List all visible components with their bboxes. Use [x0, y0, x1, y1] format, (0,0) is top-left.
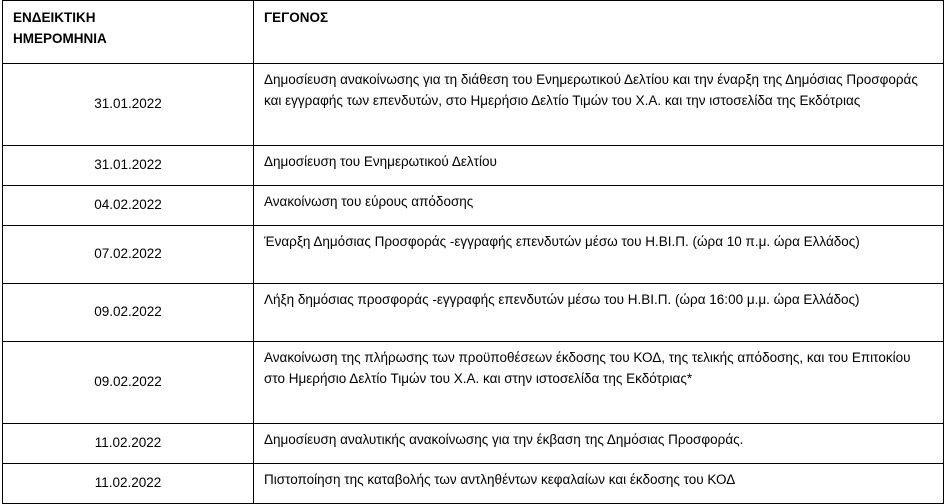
column-header-date: [3, 1, 254, 64]
cell-event: Δημοσίευση αναλυτικής ανακοίνωσης για την έκβαση της Δημόσιας Προσφοράς.: [254, 424, 944, 464]
table-row: [3, 464, 944, 504]
table-row: [3, 146, 944, 186]
table-row: [3, 64, 944, 146]
cell-date: 04.02.2022: [3, 186, 254, 226]
table-row: [3, 342, 944, 424]
table-row: [3, 284, 944, 342]
cell-event: Πιστοποίηση της καταβολής των αντληθέντων κεφαλαίων και έκδοσης του ΚΟΔ: [254, 464, 944, 504]
cell-event: Έναρξη Δημόσιας Προσφοράς -εγγραφής επενδυτών μέσω του Η.ΒΙ.Π. (ώρα 10 π.μ. ώρα Ελλάδος): [254, 226, 944, 284]
table-row: [3, 424, 944, 464]
cell-event: Ανακοίνωση της πλήρωσης των προϋποθέσεων έκδοσης του ΚΟΔ, της τελικής απόδοσης, και του Επιτοκίου στο Ημερήσιο Δελτίο Τιμών του Χ.Α. και στην ιστοσελίδα της Εκδότριας*: [254, 342, 944, 424]
table-body: [3, 64, 944, 504]
table-row: [3, 226, 944, 284]
cell-date: 31.01.2022: [3, 146, 254, 186]
cell-event: Ανακοίνωση του εύρους απόδοσης: [254, 186, 944, 226]
table-header-row: [3, 1, 944, 64]
column-header-event: ΓΕΓΟΝΟΣ: [254, 1, 944, 64]
cell-date: 11.02.2022: [3, 464, 254, 504]
cell-date: 31.01.2022: [3, 64, 254, 146]
cell-date: 11.02.2022: [3, 424, 254, 464]
indicative-timetable-table: [2, 0, 944, 504]
cell-event: Δημοσίευση ανακοίνωσης για τη διάθεση του Ενημερωτικού Δελτίου και την έναρξη της Δημόσιας Προσφοράς και εγγραφής των επενδυτών, στο Ημερήσιο Δελτίο Τιμών του Χ.Α. και την ιστοσελίδα της Εκδότριας: [254, 64, 944, 146]
column-header-date-line2: ΗΜΕΡΟΜΗΝΙΑ: [13, 30, 107, 46]
cell-date: 07.02.2022: [3, 226, 254, 284]
cell-date: 09.02.2022: [3, 284, 254, 342]
table-header: [3, 1, 944, 64]
cell-event: Λήξη δημόσιας προσφοράς -εγγραφής επενδυτών μέσω του Η.ΒΙ.Π. (ώρα 16:00 μ.μ. ώρα Ελλάδος): [254, 284, 944, 342]
table-row: [3, 186, 944, 226]
column-header-date-line1: ΕΝΔΕΙΚΤΙΚΗ: [13, 10, 96, 25]
cell-date: 09.02.2022: [3, 342, 254, 424]
cell-event: Δημοσίευση του Ενημερωτικού Δελτίου: [254, 146, 944, 186]
